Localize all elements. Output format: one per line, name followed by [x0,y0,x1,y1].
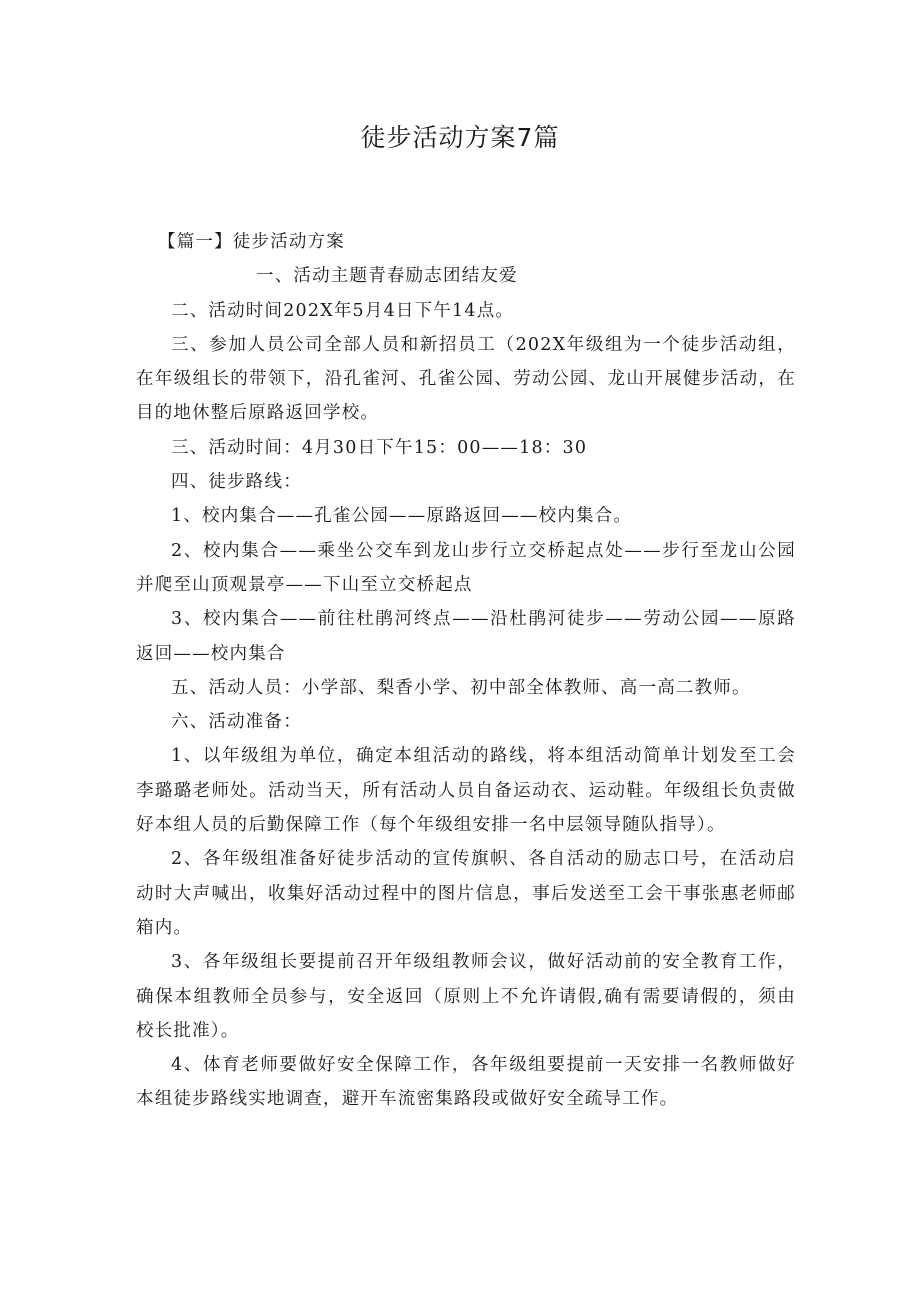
document-title: 徒步活动方案7篇 [360,123,560,152]
paragraph-route-1: 1、校内集合——孔雀公园——原路返回——校内集合。 [171,506,633,527]
paragraph-prep-1: 1、以年级组为单位，确定本组活动的路线，将本组活动简单计划发至工会李璐璐老师处。活动当天，所有活动人员自备运动衣、运动鞋。年级组长负责做好本组人员的后勤保障工作（每个年级组安排一名中层领导随队指导）。 [136,746,796,836]
paragraph-participants: 三、参加人员公司全部人员和新招员工（202X年级组为一个徒步活动组，在年级组长的带领下，沿孔雀河、孔雀公园、劳动公园、龙山开展健步活动，在目的地休整后原路返回学校。 [136,334,796,424]
paragraph-staff: 五、活动人员：小学部、梨香小学、初中部全体教师、高一高二教师。 [171,677,751,698]
paragraph-time: 二、活动时间202X年5月4日下午14点。 [171,300,515,321]
paragraph-activity-time: 三、活动时间：4月30日下午15：00——18：30 [171,437,588,458]
paragraph-theme: 一、活动主题青春励志团结友爱 [256,266,518,287]
paragraph-prep-4: 4、体育老师要做好安全保障工作，各年级组要提前一天安排一名教师做好本组徒步路线实地调查，避开车流密集路段或做好安全疏导工作。 [136,1055,796,1110]
paragraph-prep-3: 3、各年级组长要提前召开年级组教师会议，做好活动前的安全教育工作，确保本组教师全员参与，安全返回（原则上不允许请假,确有需要请假的，须由校长批准）。 [136,952,796,1041]
paragraph-route-3: 3、校内集合——前往杜鹃河终点——沿杜鹃河徒步——劳动公园——原路返回——校内集合 [136,609,796,664]
paragraph-route-heading: 四、徒步路线： [171,472,302,493]
paragraph-route-2: 2、校内集合——乘坐公交车到龙山步行立交桥起点处——步行至龙山公园并爬至山顶观景亭——下山至立交桥起点 [136,540,796,595]
document-body [136,225,796,1117]
paragraph-prep-2: 2、各年级组准备好徒步活动的宣传旗帜、各自活动的励志口号，在活动启动时大声喊出，收集好活动过程中的图片信息，事后发送至工会干事张惠老师邮箱内。 [136,849,796,938]
paragraph-prep-heading: 六、活动准备： [171,712,302,733]
section-heading: 【篇一】徒步活动方案 [158,232,345,252]
